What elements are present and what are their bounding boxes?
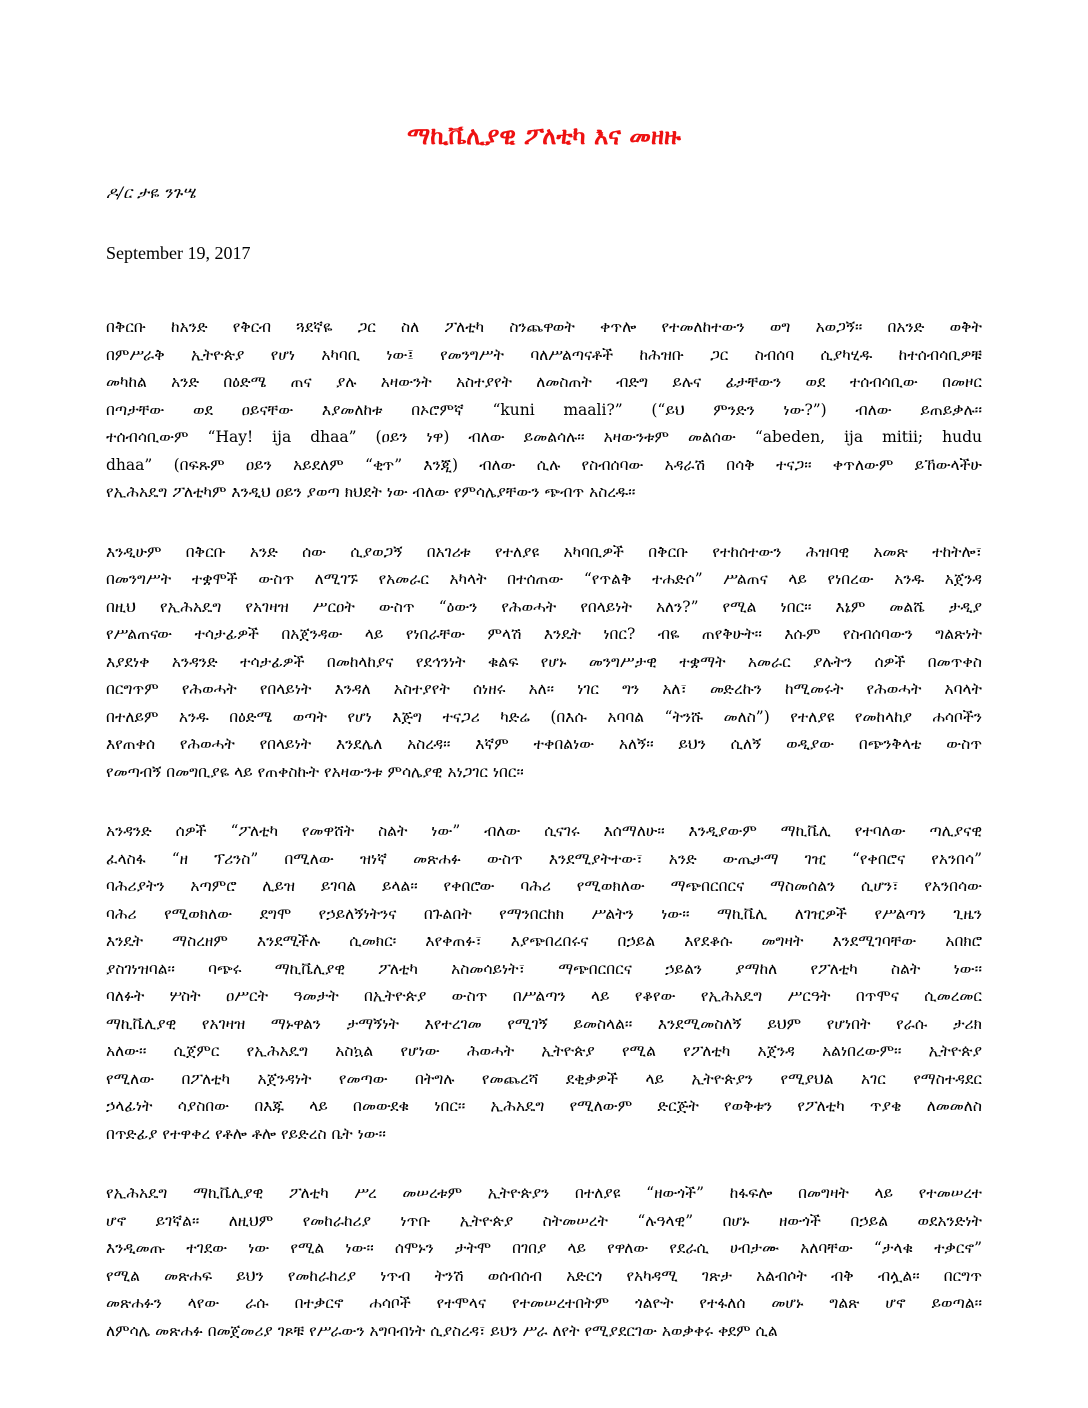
paragraph-line: በምሥራቅ ኢትዮጵያ የሆነ አካባቢ ነው፤ የመንግሥት ባለሥልጣናቶች ከሕዝቡ ጋር ስብሰባ ሲያካሂዱ ከተሰብሳቢዎቹ bbox=[106, 345, 982, 364]
paragraph-line: እንዲሁም በቅርቡ አንድ ሰው ሲያወጋኝ በአገሪቱ የተለያዩ አካባቢዎች በቅርቡ የተከሰተውን ሕዝባዊ አመጽ ተከትሎ፣ bbox=[106, 542, 982, 561]
paragraph-line: ማኪቬሊያዊ የአገዛዝ ማኑዋልን ታማኝነት እየተረገመ የሚገኝ ይመስላል፡፡ እንደሚመስለኝ ይህም የሆነበት የራሱ ታሪክ bbox=[106, 1014, 982, 1033]
paragraph-line: ተሰብሳቢውም “Hay! ija dhaa” (ዐይን ነዋ) ብለው ይመልሳሉ፡፡ አዛውንቱም መልሰው “abeden, ija mitii; hudu bbox=[106, 428, 982, 446]
paragraph-line: ኃላፊነት ሳያስበው በእጁ ላይ በመውደቁ ነበር፡፡ ኢሕአዴግ የሚለውም ድርጅት የወቅቱን የፖለቲካ ጥያቄ ለመመለስ bbox=[106, 1097, 982, 1115]
paragraph-line: የሚለው በፖለቲካ አጀንዳነት የመጣው በትግሉ የመጨረሻ ደቂቃዎች ላይ ኢትዮጵያን የሚያህል አገር የማስተዳደር bbox=[106, 1069, 982, 1088]
paragraph-line: አንዳንድ ሰዎች “ፖለቲካ የመዋሸት ስልት ነው” ብለው ሲናገሩ እሰማለሁ፡፡ እንዲያውም ማኪቬሊ የተባለው ጣሊያናዊ bbox=[106, 822, 982, 840]
publication-date: September 19, 2017 bbox=[106, 243, 251, 263]
paragraph-line: ባሕሪ የሚወክለው ደግሞ የኃይለኝነትንና በጉልበት የማንበርከክ ሥልትን ነው፡፡ ማኪቬሊ ለገዢዎች የሥልጣን ጊዜን bbox=[106, 904, 982, 923]
paragraph bbox=[106, 539, 982, 787]
article-body bbox=[106, 314, 982, 1377]
document-title: ማኪቬሊያዊ ፖለቲካ እና መዘዙ bbox=[407, 121, 681, 150]
paragraph-line: የኢሕአዴግ ማኪቬሊያዊ ፖለቲካ ሥረ መሠረቱም ኢትዮጵያን በተለያዩ “ዘውጎች” ከፋፍሎ በመግዛት ላይ የተመሠረተ bbox=[106, 1184, 982, 1202]
author-byline: ዶ/ር ታዬ ንጉሤ bbox=[106, 183, 196, 202]
paragraph-line: በተለይም አንዱ በዕድሜ ወጣት የሆነ እጅግ ተናጋሪ ካድሬ (በእሱ አባባል “ትንሹ መለስ”) የተለያዩ የመከላከያ ሐሳቦችን bbox=[106, 707, 982, 726]
paragraph bbox=[106, 818, 982, 1148]
paragraph-line: ሆኖ ይገኛል፡፡ ለዚህም የመከራከሪያ ነጥቡ ኢትዮጵያ ስትመሠረት “ሉዓላዊ” በሆኑ ዘውጎች በኃይል ወደአንድነት bbox=[106, 1211, 982, 1230]
paragraph-line: የሥልጠናው ተሳታፊዎች በአጀንዳው ላይ የነበራቸው ምላሽ እንዴት ነበር? ብዬ ጠየቅሁት፡፡ እሱም የስብሰባውን ግልጽነት bbox=[106, 625, 982, 643]
paragraph-line: በርግጥም የሕወሓት የበላይነት እንዳለ አስተያየት ሰነዘሩ አለ፡፡ ነገር ግን አለ፣ መድረኩን ከሚመሩት የሕወሓት አባላት bbox=[106, 680, 982, 698]
paragraph-line: ባለፉት ሦስት ዐሥርት ዓመታት በኢትዮጵያ ውስጥ በሥልጣን ላይ የቆየው የኢሕአዴግ ሥርዓት በጥሞና ሲመረመር bbox=[106, 987, 982, 1005]
paragraph-line: በቅርቡ ከአንድ የቅርብ ጓደኛዬ ጋር ስለ ፖለቲካ ስንጨዋወት ቀጥሎ የተመለከተውን ወግ አወጋኝ፡፡ በአንድ ወቅት bbox=[106, 318, 982, 336]
paragraph-line: በመንግሥት ተቋሞች ውስጥ ለሚገኙ የአመራር አካላት በተሰጠው “የጥልቅ ተሐድሶ” ሥልጠና ላይ የነበረው አንዱ አጀንዳ bbox=[106, 570, 982, 588]
paragraph-line: የመጣብኝ በመግቢያዬ ላይ የጠቀስኩት የአዛውንቱ ምሳሌያዊ አነጋገር ነበር፡፡ bbox=[106, 762, 524, 781]
paragraph-line: ያስገነዝባል፡፡ ባጭሩ ማኪቬሊያዊ ፖለቲካ አስመሳይነት፣ ማጭበርበርና ኃይልን ያማከለ የፖለቲካ ስልት ነው፡፡ bbox=[106, 959, 982, 978]
paragraph-line: dhaa” (በፍጹም ዐይን አይደለም “ቂጥ” እንጂ) ብለው ሲሉ የስብሰባው አዳራሽ በሳቅ ተናጋ፡፡ ቀጥለውም ይኸውላችሁ bbox=[106, 455, 982, 474]
paragraph-line: አለው፡፡ ሲጀምር የኢሕአዴግ አስኳል የሆነው ሕወሓት ኢትዮጵያ የሚል የፖለቲካ አጀንዳ አልነበረውም፡፡ ኢትዮጵያ bbox=[106, 1042, 982, 1060]
paragraph-line: ባሕሪያትን አጣምሮ ሊይዝ ይገባል ይላል፡፡ የቀበሮው ባሕሪ የሚወክለው ማጭበርበርና ማስመሰልን ሲሆን፣ የአንበሳው bbox=[106, 877, 982, 895]
paragraph-line: ፈላስፋ “ዘ ፕሪንስ” በሚለው ዝነኛ መጽሐፉ ውስጥ እንደሚያትተው፣ አንድ ውጤታማ ገዢ “የቀበሮና የአንበሳ” bbox=[106, 849, 982, 868]
paragraph-line: የኢሕአዴግ ፖለቲካም እንዲህ ዐይን ያወጣ ክህደት ነው ብለው የምሳሌያቸውን ጭብጥ አስረዱ፡፡ bbox=[106, 483, 636, 501]
paragraph bbox=[106, 1180, 982, 1345]
paragraph-line: እንዲመጡ ተገደው ነው የሚል ነው፡፡ ሰሞኑን ታትሞ በገበያ ላይ የዋለው የደራሲ ሀብታሙ አለባቸው “ታላቁ ተቃርኖ” bbox=[106, 1239, 982, 1257]
paragraph-line: መካከል አንድ በዕድሜ ጠና ያሉ አዛውንት አስተያየት ለመስጠት ብድግ ይሉና ፊታቸውን ወደ ተሰብሳቢው በመዞር bbox=[106, 373, 982, 391]
paragraph-line: በዚህ የኢሕአዴግ የአገዛዝ ሥርዐት ውስጥ “ዕውን የሕወሓት የበላይነት አለን?” የሚል ነበር፡፡ እኔም መልሼ ታዲያ bbox=[106, 597, 982, 616]
paragraph-line: ለምሳሌ መጽሐፉ በመጀመሪያ ገጾቹ የሥራውን አግባብነት ሲያስረዳ፣ ይህን ሥራ ለየት የሚያደርገው አወቃቀሩ ቀደም ሲል bbox=[106, 1321, 778, 1340]
paragraph-line: በጥድፊያ የተዋቀረ የቶሎ ቶሎ የይድረስ ቤት ነው፡፡ bbox=[106, 1124, 386, 1143]
paragraph-line: እያደነቀ አንዳንድ ተሳታፊዎች በመከላከያና የደኅንነት ቁልፍ የሆኑ መንግሥታዊ ተቋማት አመራር ያሉትን ሰዎች በመጥቀስ bbox=[106, 652, 982, 671]
paragraph bbox=[106, 314, 982, 507]
paragraph-line: እየጠቀሰ የሕወሓት የበላይነት እንደሌለ አስረዳ፡፡ እኛም ተቀበልነው አለኝ፡፡ ይህን ሲለኝ ወዲያው በጭንቅላቴ ውስጥ bbox=[106, 735, 982, 753]
paragraph-line: መጽሐፉን ላየው ራሱ በተቃርኖ ሐሳቦች የተሞላና የተመሠረተበትም ጎልዮት የተፋለሰ መሆኑ ግልጽ ሆኖ ይወጣል፡፡ bbox=[106, 1294, 982, 1312]
paragraph-line: እንዴት ማስረዘም እንደሚችሉ ሲመክር፡ እየቀጠፉ፣ እያጭበረበሩና በኃይል እየደቆሱ መግዛት እንደሚገባቸው አበክሮ bbox=[106, 932, 982, 950]
paragraph-line: የሚል መጽሐፍ ይህን የመከራከሪያ ነጥብ ትንሽ ወሰብሰብ አድርጎ የአካዳሚ ገጽታ አልብሶት ብቅ ብሏል፡፡ በርግጥ bbox=[106, 1266, 982, 1285]
paragraph-line: በጣታቸው ወደ ዐይናቸው እያመለከቱ በኦሮምኛ “kuni maali?” (“ይህ ምንድን ነው?”) ብለው ይጠይቃሉ፡፡ bbox=[106, 400, 982, 419]
